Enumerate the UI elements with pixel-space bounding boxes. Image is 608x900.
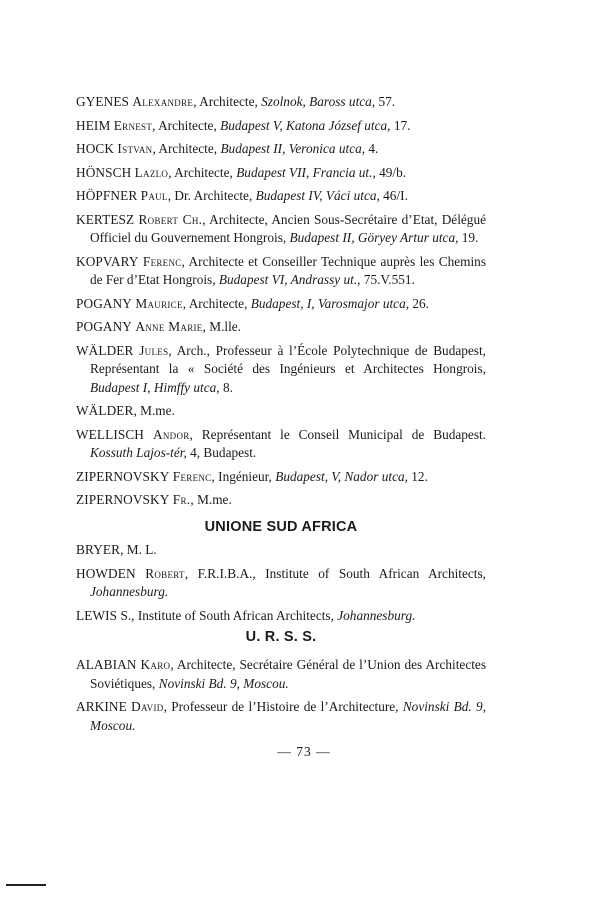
member-firstname: Anne Marie <box>135 319 203 334</box>
entry-separator: , <box>120 542 127 557</box>
directory-entry <box>76 468 486 487</box>
entry-separator: , <box>168 164 175 180</box>
member-surname: WÄLDER <box>76 403 134 418</box>
directory-entry <box>76 187 486 206</box>
member-firstname: Fr. <box>172 492 191 507</box>
directory-entry <box>76 607 486 626</box>
directory-entry <box>76 698 486 735</box>
member-address: Budapest II, Veronica utca, <box>220 141 366 156</box>
member-firstname: Andor <box>152 426 190 442</box>
member-firstname: Karo <box>140 657 171 672</box>
directory-entry <box>76 656 486 693</box>
member-address: Johannesburg. <box>337 607 416 623</box>
section-heading-urss: U. R. S. S. <box>245 629 317 645</box>
urss-member-list <box>76 656 486 740</box>
member-firstname: Istvan <box>117 141 153 156</box>
address-number: 4. <box>365 141 379 156</box>
member-description: M.me. <box>140 403 175 418</box>
address-number: 75.V.551. <box>360 272 415 287</box>
member-firstname: Ferenc <box>172 468 212 484</box>
member-address: Kossuth Lajos-tér, <box>90 445 187 460</box>
member-address: Budapest VI, Andrassy ut., <box>218 272 361 287</box>
address-number: 26. <box>409 295 430 311</box>
member-surname: HOWDEN <box>76 565 136 581</box>
member-surname: ALABIAN <box>76 657 137 672</box>
member-description: Dr. Architecte, <box>174 188 256 203</box>
address-number: 12. <box>407 468 428 484</box>
member-surname: HÖPFNER <box>76 188 138 203</box>
member-description: F.R.I.B.A., Institute of South African Architects, <box>197 565 486 581</box>
address-number: 8. <box>219 379 233 395</box>
member-description: M. L. <box>126 542 157 557</box>
south-africa-member-list <box>76 541 486 630</box>
member-description: Architecte, <box>158 141 221 156</box>
directory-entry <box>76 164 486 183</box>
member-description: Professeur de l’Histoire de l’Architecture, <box>171 699 403 714</box>
entry-separator: , <box>202 211 210 227</box>
address-number: 49/b. <box>375 164 407 180</box>
entry-separator: , <box>133 403 141 418</box>
member-surname: LEWIS <box>76 607 118 623</box>
member-firstname: Ernest <box>113 117 153 133</box>
member-surname: POGANY <box>76 319 133 334</box>
member-address: Budapest IV, Váci utca, <box>255 188 380 203</box>
directory-entry <box>76 491 486 510</box>
member-description: M.me. <box>197 492 232 507</box>
member-surname: HOCK <box>76 141 115 156</box>
member-address: Budapest I, Himffy utca, <box>90 379 220 395</box>
entry-separator: , <box>190 492 198 507</box>
entry-separator: , <box>211 468 219 484</box>
member-address: Budapest, I, Varosmajor utca, <box>250 295 410 311</box>
member-description: Architecte, <box>158 117 221 133</box>
directory-entry <box>76 402 486 421</box>
member-firstname: Maurice <box>135 295 183 311</box>
member-address: Novinski Bd. 9, Moscou. <box>90 699 487 733</box>
member-firstname: Ferenc <box>142 253 182 269</box>
entry-separator: , <box>182 295 189 311</box>
entry-separator: , <box>189 426 202 442</box>
member-description: Ingénieur, <box>218 468 276 484</box>
entry-separator: , <box>167 188 175 203</box>
directory-entry <box>76 117 486 136</box>
member-address: Budapest II, Göryey Artur utca, <box>289 230 459 245</box>
member-surname: KOPVARY <box>76 253 139 269</box>
member-firstname: Robert <box>145 565 185 581</box>
section-heading-south-africa: UNIONE SUD AFRICA <box>204 519 358 535</box>
member-description: M.lle. <box>209 319 242 334</box>
member-surname: WELLISCH <box>76 426 145 442</box>
address-number: 4, Budapest. <box>186 445 257 460</box>
directory-entry <box>76 295 486 314</box>
directory-entry <box>76 93 486 112</box>
member-surname: ZIPERNOVSKY <box>76 492 170 507</box>
member-description: S., Institute of South African Architects, <box>120 607 338 623</box>
directory-entry <box>76 211 486 248</box>
directory-entry <box>76 318 486 337</box>
address-number: 17. <box>390 117 411 133</box>
member-surname: ARKINE <box>76 699 127 714</box>
member-firstname: David <box>131 699 164 714</box>
entry-separator: , <box>152 141 159 156</box>
member-firstname: Jules <box>139 342 169 358</box>
member-surname: WÄLDER <box>76 342 134 358</box>
member-firstname: Robert Ch. <box>138 211 203 227</box>
page-number: — 73 — <box>277 744 331 759</box>
entry-separator: , <box>152 117 159 133</box>
entry-separator: , <box>163 699 172 714</box>
member-surname: GYENES <box>76 94 130 109</box>
directory-entry <box>76 140 486 159</box>
scan-edge-mark <box>6 884 46 886</box>
entry-separator: , <box>168 342 177 358</box>
address-number: 57. <box>375 94 396 109</box>
address-number: 19. <box>458 230 479 245</box>
member-surname: HEIM <box>76 117 111 133</box>
member-address: Szolnok, Baross utca, <box>261 94 376 109</box>
directory-entry <box>76 426 486 463</box>
address-number: 46/I. <box>379 188 408 203</box>
member-surname: BRYER <box>76 542 121 557</box>
entry-separator: , <box>170 657 177 672</box>
member-description: Architecte, Secrétaire Général de l’Union des Architectes Soviétiques, <box>90 657 486 691</box>
member-description: Architecte, <box>199 94 262 109</box>
member-surname: HÖNSCH <box>76 164 132 180</box>
member-address: Novinski Bd. 9, Moscou. <box>158 675 289 691</box>
hungary-member-list <box>76 93 486 515</box>
member-firstname: Alexandre <box>132 94 194 109</box>
entry-separator: , <box>202 319 210 334</box>
member-surname: POGANY <box>76 295 133 311</box>
entry-separator: , <box>193 94 200 109</box>
member-surname: KERTESZ <box>76 211 135 227</box>
member-description: Arch., Professeur à l’École Polytechnique de Budapest, Représentant la « Société des Ingénieurs et Architectes Hongrois, <box>90 342 487 376</box>
directory-entry <box>76 565 486 602</box>
member-surname: ZIPERNOVSKY <box>76 468 170 484</box>
member-description: Architecte, <box>174 164 237 180</box>
member-address: Budapest, V, Nador utca, <box>275 468 408 484</box>
directory-entry <box>76 342 486 398</box>
member-firstname: Paul <box>140 188 168 203</box>
directory-entry <box>76 253 486 290</box>
member-description: Représentant le Conseil Municipal de Budapest. <box>201 426 487 442</box>
member-description: Architecte et Conseiller Technique auprès les Chemins de Fer d’Etat Hongrois, <box>90 253 486 287</box>
directory-entry <box>76 541 486 560</box>
member-description: Architecte, <box>188 295 251 311</box>
member-address: Johannesburg. <box>90 584 169 599</box>
entry-separator: , <box>181 253 189 269</box>
member-firstname: Lazlo <box>134 164 169 180</box>
member-description: Architecte, Ancien Sous-Secrétaire d’Etat, Délégué Officiel du Gouvernement Hongrois, <box>90 211 486 245</box>
member-address: Budapest V, Katona József utca, <box>220 117 391 133</box>
entry-separator: , <box>184 565 198 581</box>
member-address: Budapest VII, Francia ut., <box>236 164 376 180</box>
